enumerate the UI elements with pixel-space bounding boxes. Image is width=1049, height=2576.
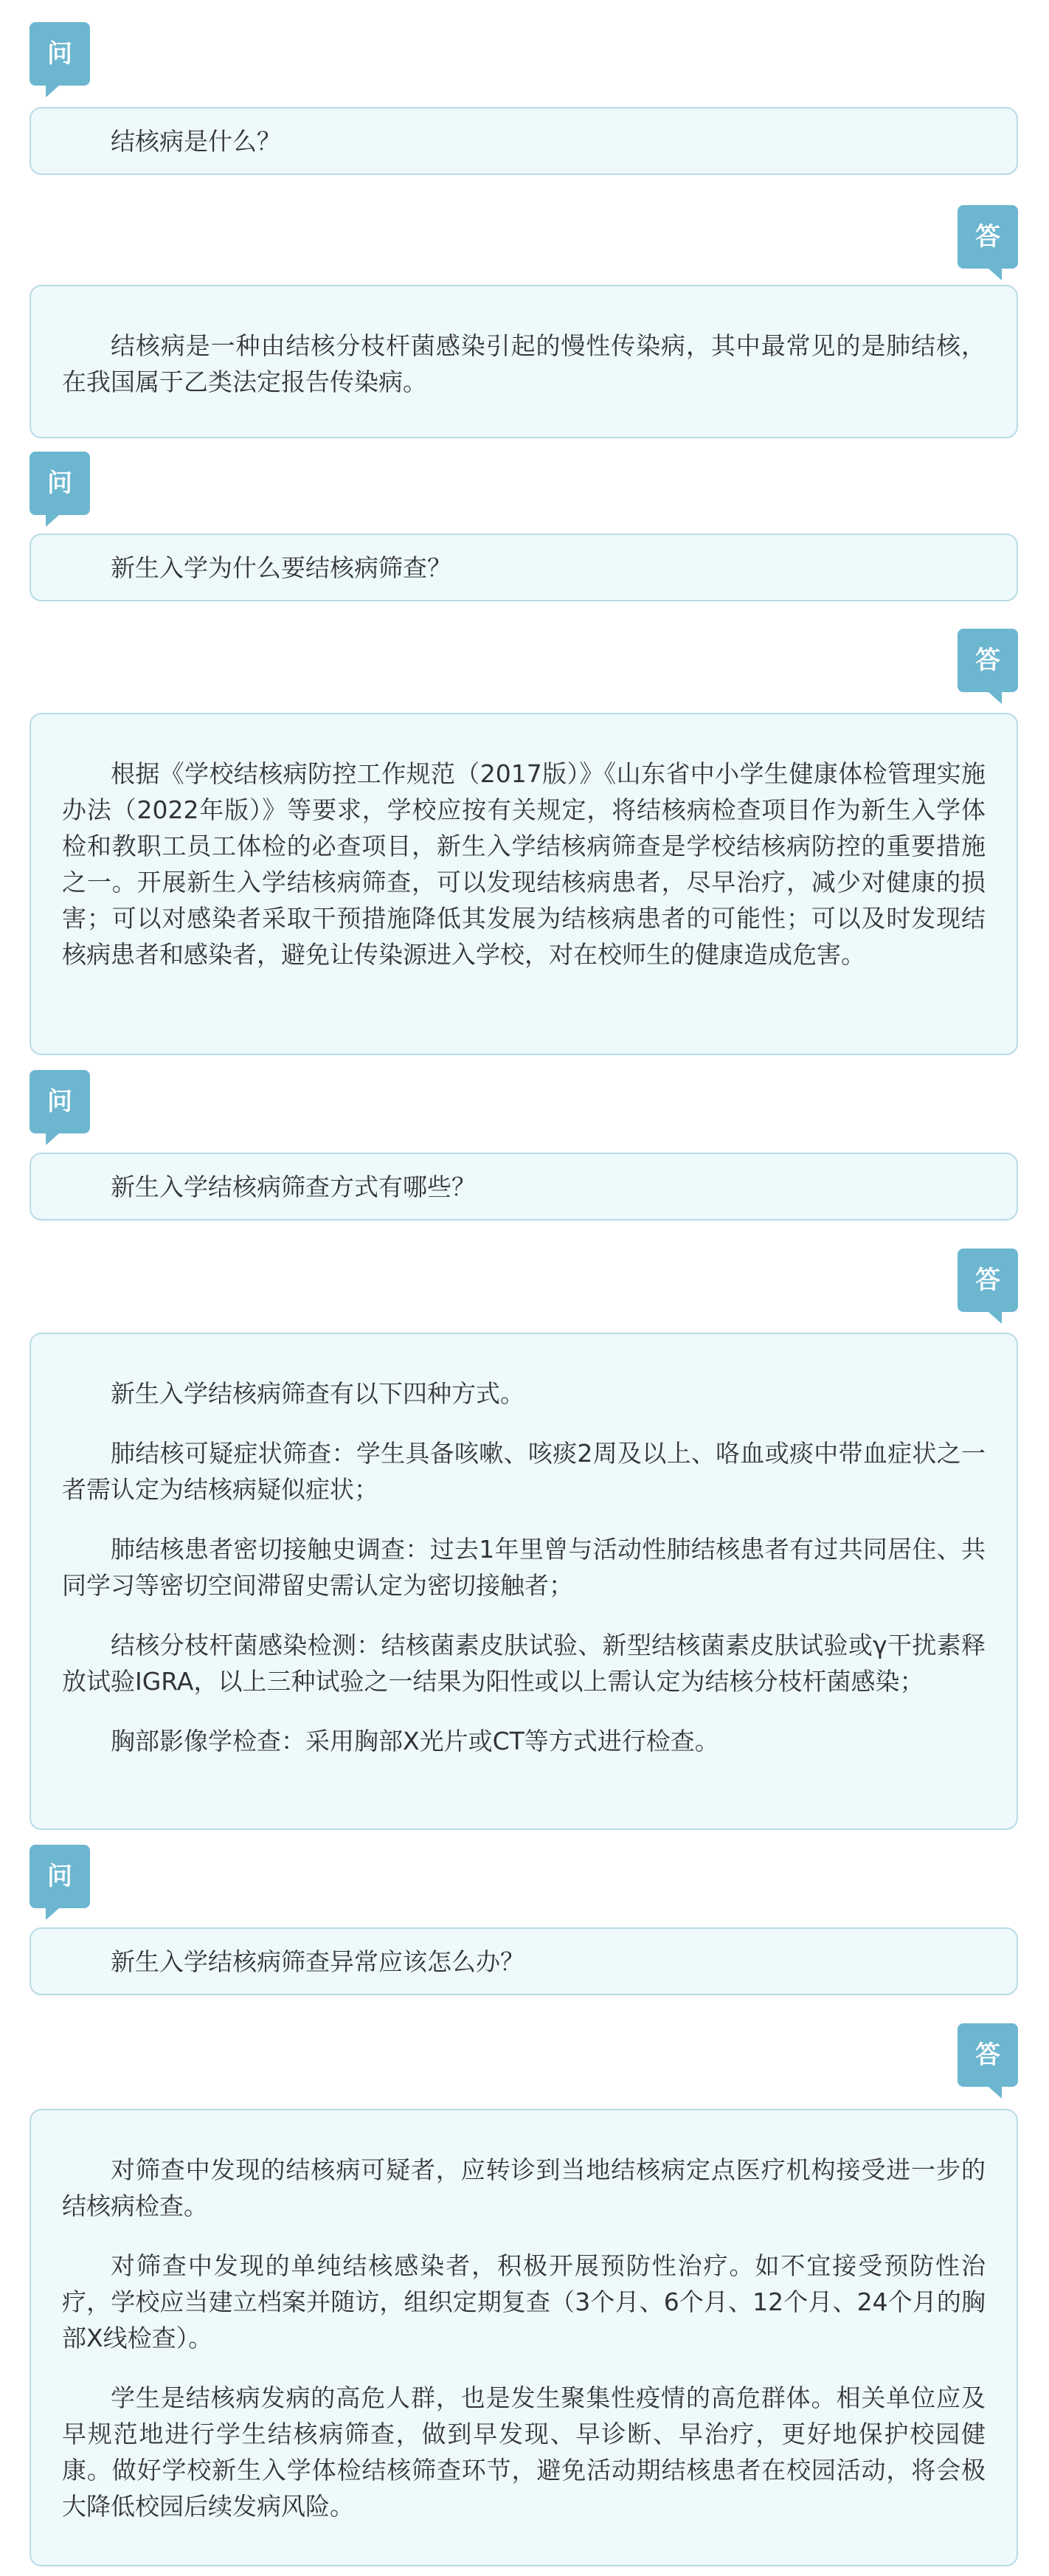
question-badge: 问 bbox=[30, 1845, 90, 1908]
answer-paragraph: 肺结核可疑症状筛查：学生具备咳嗽、咳痰2周及以上、咯血或痰中带血症状之一者需认定为结核病疑似症状； bbox=[62, 1439, 986, 1504]
answer-paragraph: 胸部影像学检查：采用胸部X光片或CT等方式进行检查。 bbox=[111, 1727, 719, 1755]
answer-paragraph: 学生是结核病发病的高危人群，也是发生聚集性疫情的高危群体。相关单位应及早规范地进行学生结核病筛查，做到早发现、早诊断、早治疗，更好地保护校园健康。做好学校新生入学体检结核筛查环节，避免活动期结核患者在校园活动，将会极大降低校园后续发病风险。 bbox=[62, 2383, 986, 2521]
answer-paragraph: 对筛查中发现的单纯结核感染者，积极开展预防性治疗。如不宜接受预防性治疗，学校应当建立档案并随访，组织定期复查（3个月、6个月、12个月、24个月的胸部X线检查）。 bbox=[62, 2251, 986, 2352]
question-box bbox=[30, 1153, 1018, 1220]
answer-badge: 答 bbox=[958, 205, 1018, 269]
question-badge: 问 bbox=[30, 452, 90, 515]
answer-paragraph: 肺结核患者密切接触史调查：过去1年里曾与活动性肺结核患者有过共同居住、共同学习等密切空间滞留史需认定为密切接触者； bbox=[62, 1535, 986, 1600]
question-badge: 问 bbox=[30, 1070, 90, 1133]
question-text: 结核病是什么？ bbox=[111, 126, 281, 156]
answer-box bbox=[30, 285, 1018, 438]
answer-paragraph: 新生入学结核病筛查有以下四种方式。 bbox=[111, 1379, 524, 1408]
answer-badge: 答 bbox=[958, 2023, 1018, 2087]
answer-badge: 答 bbox=[958, 1249, 1018, 1312]
answer-paragraph: 结核分枝杆菌感染检测：结核菌素皮肤试验、新型结核菌素皮肤试验或γ干扰素释放试验IGRA，以上三种试验之一结果为阳性或以上需认定为结核分枝杆菌感染； bbox=[62, 1631, 986, 1696]
answer-paragraph: 结核病是一种由结核分枝杆菌感染引起的慢性传染病，其中最常见的是肺结核，在我国属于乙类法定报告传染病。 bbox=[62, 331, 986, 396]
question-text: 新生入学结核病筛查方式有哪些？ bbox=[111, 1172, 476, 1201]
question-box bbox=[30, 1927, 1018, 1995]
question-badge: 问 bbox=[30, 22, 90, 86]
question-text: 新生入学为什么要结核病筛查？ bbox=[111, 553, 451, 582]
question-box bbox=[30, 107, 1018, 175]
answer-box bbox=[30, 713, 1018, 1055]
answer-box bbox=[30, 2109, 1018, 2566]
answer-paragraph: 根据《学校结核病防控工作规范（2017版）》《山东省中小学生健康体检管理实施办法（2022年版）》等要求，学校应按有关规定，将结核病检查项目作为新生入学体检和教职工员工体检的必查项目，新生入学结核病筛查是学校结核病防控的重要措施之一。开展新生入学结核病筛查，可以发现结核病患者，尽早治疗，减少对健康的损害；可以对感染者采取干预措施降低其发展为结核病患者的可能性；可以及时发现结核病患者和感染者，避免让传染源进入学校，对在校师生的健康造成危害。 bbox=[62, 759, 986, 969]
answer-box bbox=[30, 1333, 1018, 1830]
answer-paragraph: 对筛查中发现的结核病可疑者，应转诊到当地结核病定点医疗机构接受进一步的结核病检查。 bbox=[62, 2155, 986, 2220]
answer-badge: 答 bbox=[958, 629, 1018, 692]
question-box bbox=[30, 533, 1018, 601]
question-text: 新生入学结核病筛查异常应该怎么办？ bbox=[111, 1947, 524, 1976]
